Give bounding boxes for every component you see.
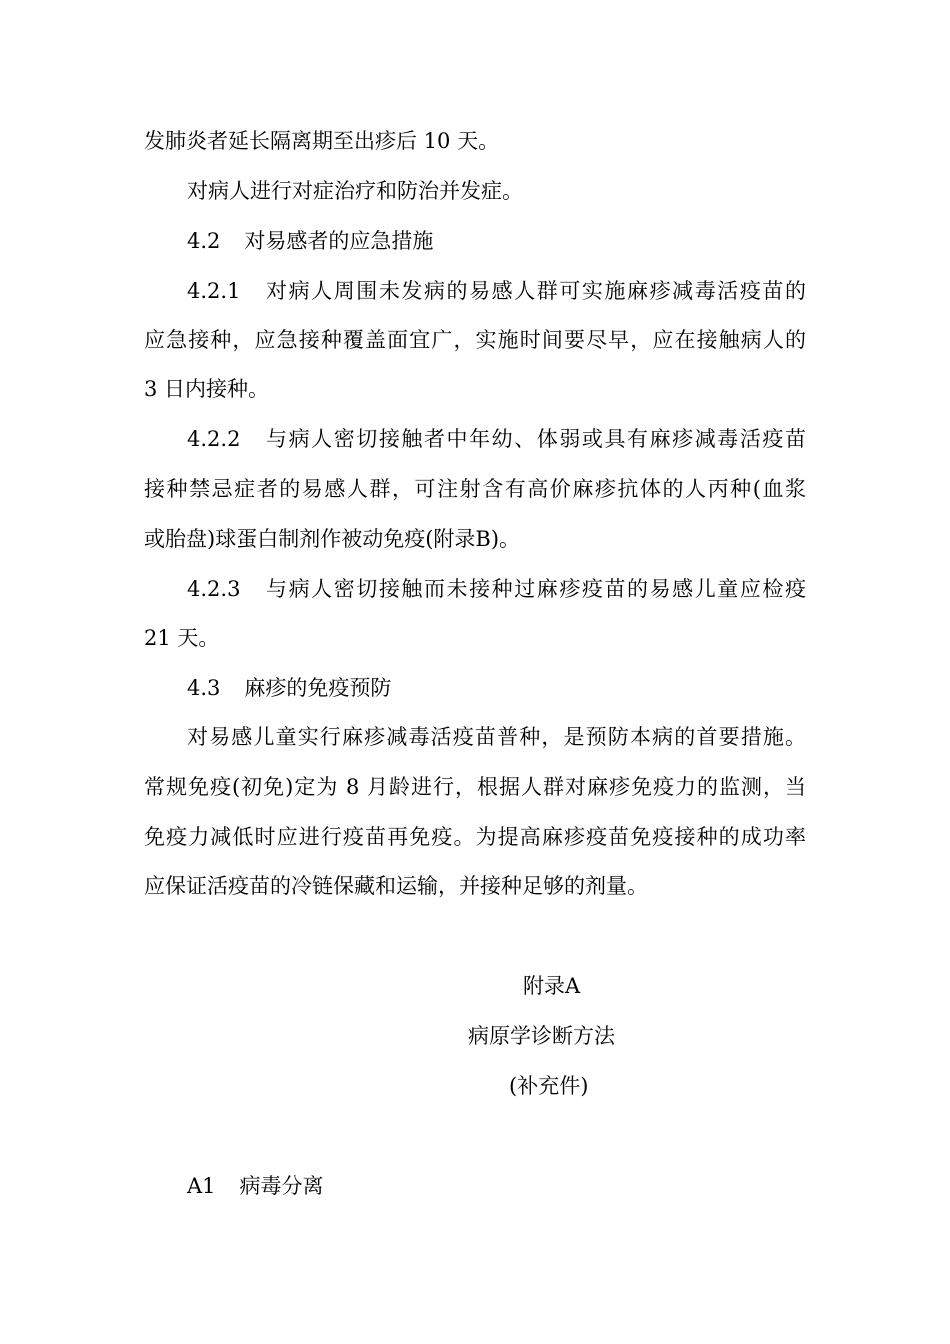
section-number: 4.3 [187,676,221,700]
paragraph-line: 对易感儿童实行麻疹减毒活疫苗普种，是预防本病的首要措施。 [187,725,806,749]
appendix-subtitle: 病原学诊断方法 [468,1024,615,1048]
section-heading-4-3 [187,673,391,703]
section-number: 4.2.3 [187,577,241,601]
paragraph-line: 常规免疫(初免)定为 8 月龄进行，根据人群对麻疹免疫力的监测，当 [144,775,806,799]
paragraph-text: 与病人密切接触而未接种过麻疹疫苗的易感儿童应检疫 [264,577,806,601]
paragraph-line-4-2-2 [187,424,806,454]
paragraph-line-4-2-3 [187,574,806,604]
section-number: 4.2 [187,229,221,253]
section-title: 病毒分离 [239,1174,324,1198]
paragraph-line: 接种禁忌症者的易感人群，可注射含有高价麻疹抗体的人丙种(血浆 [144,477,806,501]
section-number: A1 [187,1174,216,1198]
appendix-title: 附录A [523,974,581,998]
paragraph-line-4-2-1 [187,276,806,306]
appendix-note: (补充件) [509,1074,589,1098]
paragraph-line: 或胎盘)球蛋白制剂作被动免疫(附录B)。 [144,527,521,551]
section-title: 麻疹的免疫预防 [244,676,392,700]
appendix-section-a1 [187,1171,324,1201]
section-number: 4.2.1 [187,279,241,303]
section-number: 4.2.2 [187,427,241,451]
section-title: 对易感者的应急措施 [244,229,434,253]
paragraph-line: 对病人进行对症治疗和防治并发症。 [187,179,523,203]
paragraph-line: 免疫力减低时应进行疫苗再免疫。为提高麻疹疫苗免疫接种的成功率 [144,825,806,849]
paragraph-line: 3 日内接种。 [144,377,270,401]
section-heading-4-2 [187,226,433,256]
paragraph-text: 对病人周围未发病的易感人群可实施麻疹减毒活疫苗的 [264,279,806,303]
paragraph-line: 应急接种，应急接种覆盖面宜广，实施时间要尽早，应在接触病人的 [144,328,806,352]
paragraph-line: 应保证活疫苗的冷链保藏和运输，并接种足够的剂量。 [144,874,648,898]
paragraph-text: 与病人密切接触者中年幼、体弱或具有麻疹减毒活疫苗 [264,427,806,451]
paragraph-line: 发肺炎者延长隔离期至出疹后 10 天。 [144,129,500,153]
paragraph-line: 21 天。 [144,626,220,650]
